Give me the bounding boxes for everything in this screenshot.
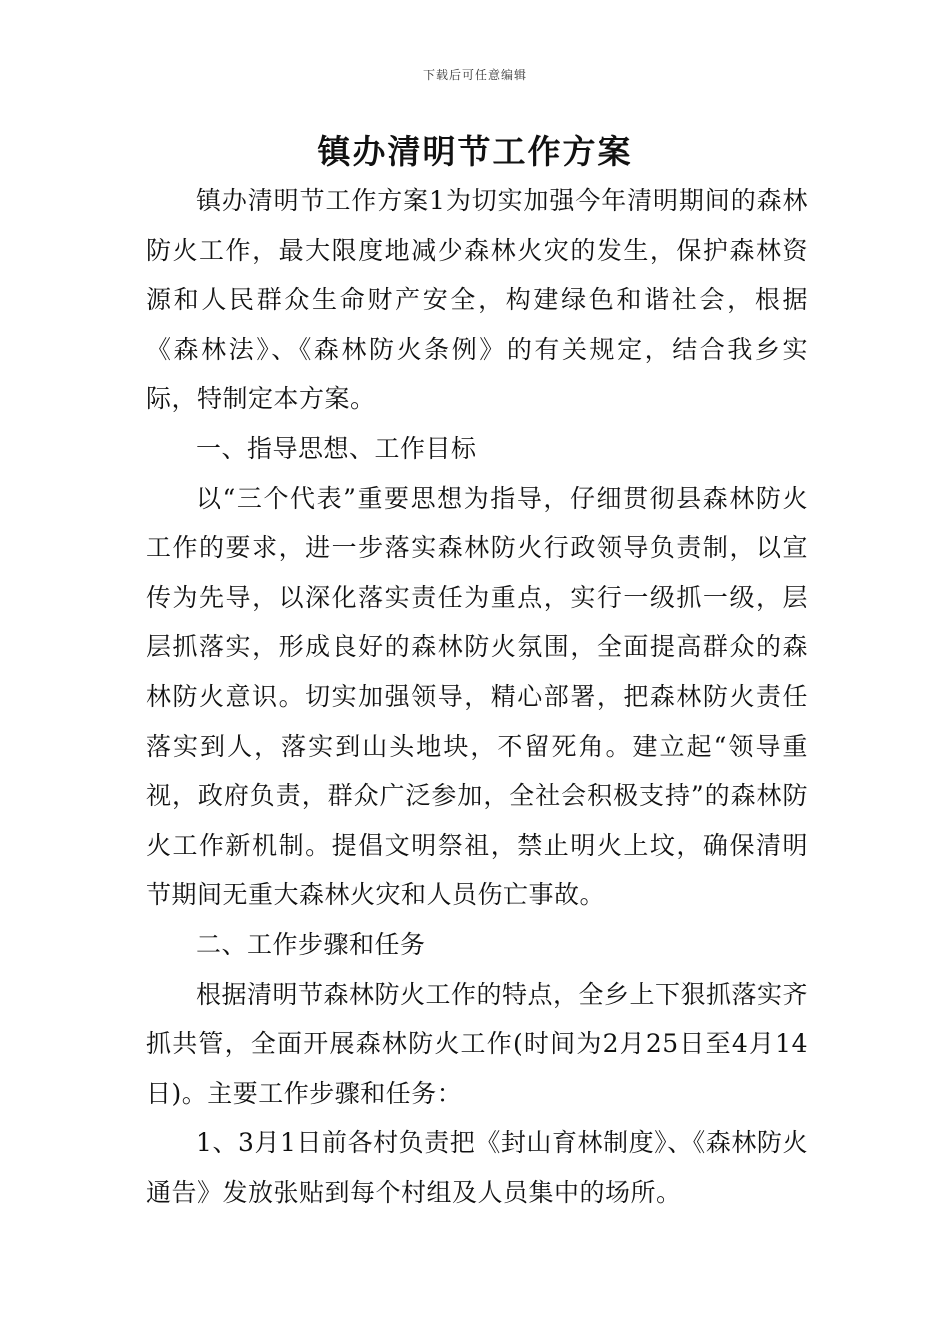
document-body [146, 176, 808, 1217]
paragraph-guiding-ideas: 以“三个代表”重要思想为指导，仔细贯彻县森林防火工作的要求，进一步落实森林防火行政领导负责制，以宣传为先导，以深化落实责任为重点，实行一级抓一级，层层抓落实，形成良好的森林防火氛围，全面提高群众的森林防火意识。切实加强领导，精心部署，把森林防火责任落实到人，落实到山头地块，不留死角。建立起“领导重视，政府负责，群众广泛参加，全社会积极支持”的森林防火工作新机制。提倡文明祭祖，禁止明火上坟，确保清明节期间无重大森林火灾和人员伤亡事故。 [146, 483, 808, 910]
section-heading-guiding-ideas: 一、指导思想、工作目标 [196, 433, 477, 463]
section-heading-steps-tasks: 二、工作步骤和任务 [196, 929, 426, 959]
paragraph-steps-tasks: 根据清明节森林防火工作的特点，全乡上下狠抓落实齐抓共管，全面开展森林防火工作(时间为2月25日至4月14日)。主要工作步骤和任务： [146, 979, 809, 1108]
paragraph-intro: 镇办清明节工作方案1为切实加强今年清明期间的森林防火工作，最大限度地减少森林火灾的发生，保护森林资源和人民群众生命财产安全，构建绿色和谐社会，根据《森林法》、《森林防火条例》的有关规定，结合我乡实际，特制定本方案。 [146, 186, 808, 414]
header-note: 下载后可任意编辑 [422, 68, 527, 82]
document-title: 镇办清明节工作方案 [317, 132, 633, 171]
paragraph-step-1: 1、3月1日前各村负责把《封山育林制度》、《森林防火通告》发放张贴到每个村组及人员集中的场所。 [146, 1128, 808, 1207]
